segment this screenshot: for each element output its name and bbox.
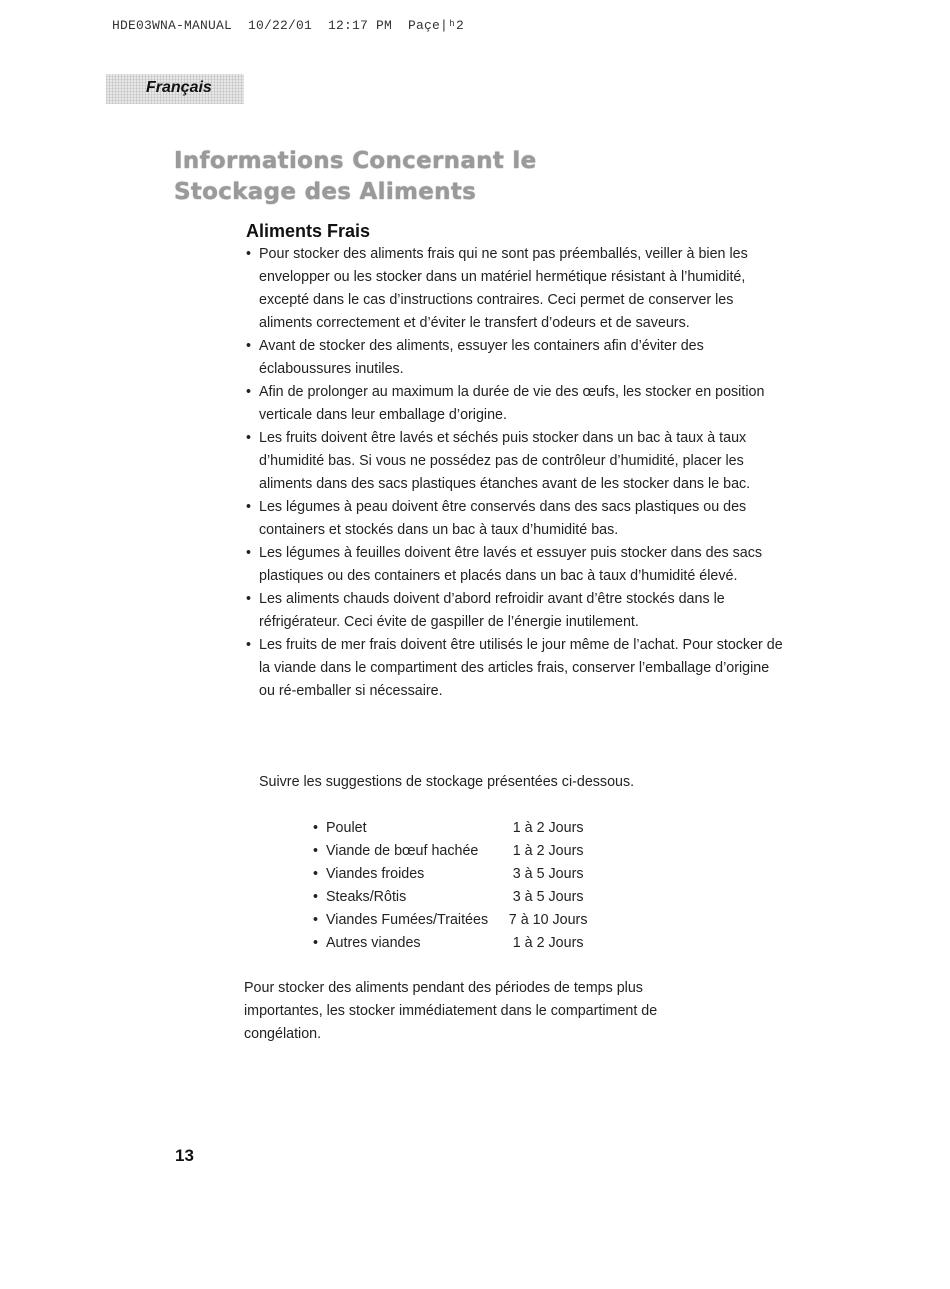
list-item-text: Les légumes à peau doivent être conservés dans des sacs plastiques ou des containers et stockés dans un bac à taux d’humidité bas. (259, 499, 747, 538)
list-item (246, 588, 786, 634)
bullet-icon: • (313, 843, 319, 859)
table-row (313, 886, 598, 909)
bullet-icon: • (313, 889, 319, 905)
duration-cell: 1 à 2 Jours (512, 935, 584, 951)
list-item-text: Afin de prolonger au maximum la durée de vie des œufs, les stocker en position verticale dans leur emballage d’origine. (259, 384, 765, 423)
bullet-icon: • (246, 384, 252, 400)
bullet-icon: • (246, 246, 252, 262)
list-item-text: Les légumes à feuilles doivent être lavés et essuyer puis stocker dans des sacs plastiques ou des containers et placés dans un bac à taux d’humidité élevé. (259, 545, 763, 584)
food-cell (313, 817, 498, 840)
page-number: 13 (175, 1146, 194, 1165)
bullet-icon: • (246, 338, 252, 354)
page-title-line-1: Informations Concernant le (174, 148, 537, 174)
storage-duration-table (313, 817, 598, 955)
language-tab (106, 74, 244, 104)
bullet-icon: • (313, 820, 319, 836)
bullet-icon: • (246, 591, 252, 607)
table-row (313, 863, 598, 886)
list-item-text: Pour stocker des aliments frais qui ne sont pas préemballés, veiller à bien les envelopper ou les stocker dans un matériel hermétique résistant à l’humidité, excepté dans le cas d’instructions contraires. Ceci permet de conserver les aliments correctement et d’éviter le transfert d’odeurs et de saveurs. (259, 246, 748, 331)
duration-cell: 1 à 2 Jours (512, 843, 584, 859)
bullet-icon: • (246, 545, 252, 561)
bullet-icon: • (313, 866, 319, 882)
duration-cell: 7 à 10 Jours (508, 912, 588, 928)
bullet-icon: • (313, 935, 319, 951)
duration-cell: 1 à 2 Jours (512, 820, 584, 836)
table-row (313, 817, 598, 840)
list-item-text: Les aliments chauds doivent d’abord refroidir avant d’être stockés dans le réfrigérateur. Ceci évite de gaspiller de l’énergie inutilement. (259, 591, 725, 630)
food-cell (313, 886, 498, 909)
food-name: Autres viandes (326, 935, 421, 951)
list-item (246, 496, 786, 542)
table-row (313, 932, 598, 955)
list-item-text: Les fruits doivent être lavés et séchés puis stocker dans un bac à taux à taux d’humidité bas. Si vous ne possédez pas de contrôleur d’humidité, placer les aliments dans des sacs plastiques étanches avant de les stocker dans le bac. (259, 430, 751, 492)
list-item (246, 243, 786, 335)
duration-cell: 3 à 5 Jours (512, 866, 584, 882)
storage-suggestion-text: Suivre les suggestions de stockage présentées ci-dessous. (259, 774, 635, 790)
closing-paragraph: Pour stocker des aliments pendant des périodes de temps plus importantes, les stocker immédiatement dans le compartiment de congélation. (244, 980, 658, 1042)
page-title-line-2: Stockage des Aliments (174, 179, 477, 205)
print-header-line: HDE03WNA-MANUAL 10/22/01 12:17 PM Paçe|ʰ2 (112, 18, 465, 33)
list-item-text: Les fruits de mer frais doivent être utilisés le jour même de l’achat. Pour stocker de la viande dans le compartiment des articles frais, conserver l’emballage d’origine ou ré-emballer si nécessaire. (259, 637, 783, 699)
list-item (246, 542, 786, 588)
food-cell (313, 863, 498, 886)
bullet-icon: • (246, 499, 252, 515)
page-title (174, 146, 734, 208)
bullet-icon: • (313, 912, 319, 928)
food-cell (313, 840, 498, 863)
list-item (246, 634, 786, 703)
table-row (313, 909, 598, 932)
list-item (246, 381, 786, 427)
language-tab-label: Français (146, 79, 212, 96)
food-name: Steaks/Rôtis (326, 889, 407, 905)
duration-cell: 3 à 5 Jours (512, 889, 584, 905)
food-name: Viandes Fumées/Traitées (326, 912, 489, 928)
fresh-food-bullet-list (246, 243, 786, 703)
bullet-icon: • (246, 430, 252, 446)
list-item (246, 427, 786, 496)
food-name: Viande de bœuf hachée (326, 843, 479, 859)
list-item (246, 335, 786, 381)
food-name: Poulet (326, 820, 367, 836)
food-name: Viandes froides (326, 866, 425, 882)
food-cell (313, 932, 498, 955)
bullet-icon: • (246, 637, 252, 653)
section-heading: Aliments Frais (246, 221, 371, 241)
food-cell (313, 909, 498, 932)
list-item-text: Avant de stocker des aliments, essuyer les containers afin d’éviter des éclaboussures inutiles. (259, 338, 704, 377)
table-row (313, 840, 598, 863)
